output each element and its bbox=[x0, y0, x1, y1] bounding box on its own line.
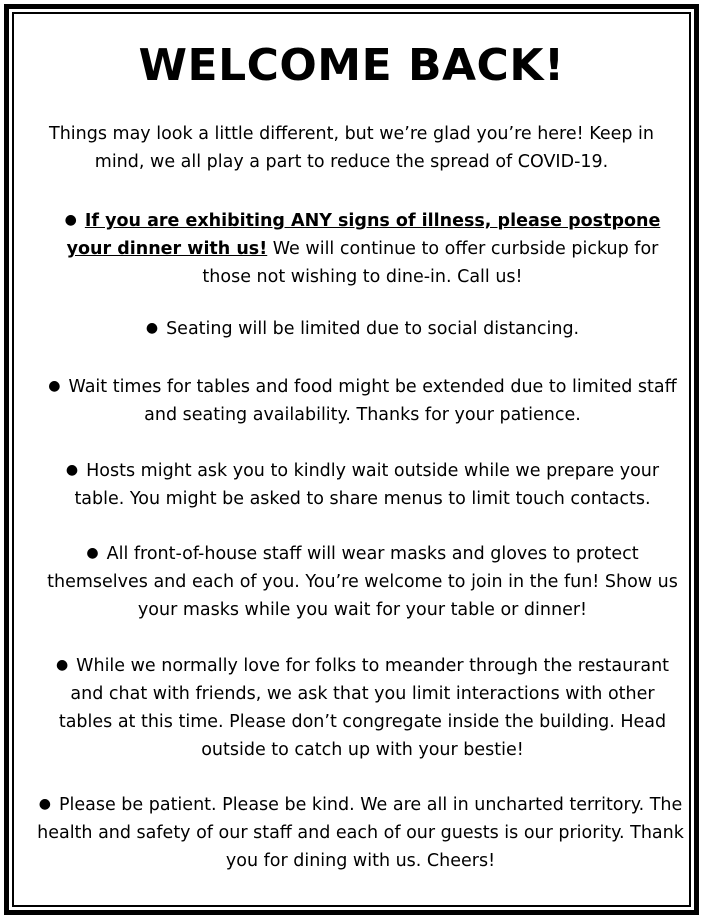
bullet-dot-icon: ● bbox=[64, 212, 77, 228]
bullet-text: Please be patient. Please be kind. We are all in uncharted territory. The health and safety of our staff and each of our guests is our priority. Thank you for dining with us. Cheers! bbox=[37, 795, 684, 871]
bullet-text: While we normally love for folks to meander through the restaurant and chat with friends, we ask that you limit interactions with other tables at this time. Please don’t congregate inside the building. Head outside to catch up with your bestie! bbox=[58, 656, 670, 760]
bullet-dot-icon: ● bbox=[38, 796, 51, 812]
bullet-illness bbox=[42, 206, 683, 291]
page-title: WELCOME BACK! bbox=[138, 40, 565, 91]
bullet-dot-icon: ● bbox=[65, 462, 79, 478]
bullet-masks bbox=[42, 539, 683, 624]
bullet-text: Seating will be limited due to social distancing. bbox=[166, 319, 580, 339]
bullet-wait-times bbox=[42, 372, 683, 429]
bullet-text: We will continue to offer curbside pickup for those not wishing to dine-in. Call us! bbox=[202, 239, 659, 287]
bullet-dot-icon: ● bbox=[48, 378, 61, 394]
bullet-text: Hosts might ask you to kindly wait outside while we prepare your table. You might be asked to share menus to limit touch contacts. bbox=[74, 461, 660, 509]
bullet-text: All front-of-house staff will wear masks and gloves to protect themselves and each of you. You’re welcome to join in the fun! Show us your masks while you wait for your table or dinner! bbox=[47, 544, 678, 620]
bullet-hosts bbox=[42, 456, 683, 513]
sign-content bbox=[14, 14, 689, 905]
bullet-dot-icon: ● bbox=[55, 657, 69, 673]
bullet-patience bbox=[34, 790, 687, 875]
bullet-text: Wait times for tables and food might be extended due to limited staff and seating availability. Thanks for your patience. bbox=[68, 377, 677, 425]
bullet-seating bbox=[42, 314, 683, 343]
intro-paragraph: Things may look a little different, but we’re glad you’re here! Keep in mind, we all play a part to reduce the spread of COVID-19. bbox=[49, 124, 654, 172]
bullet-interactions bbox=[42, 651, 683, 764]
bullet-dot-icon: ● bbox=[86, 545, 99, 561]
bullet-dot-icon: ● bbox=[145, 320, 159, 336]
bullet-emphasis: If you are exhibiting ANY signs of illness, please postpone your dinner with us! bbox=[66, 211, 661, 259]
